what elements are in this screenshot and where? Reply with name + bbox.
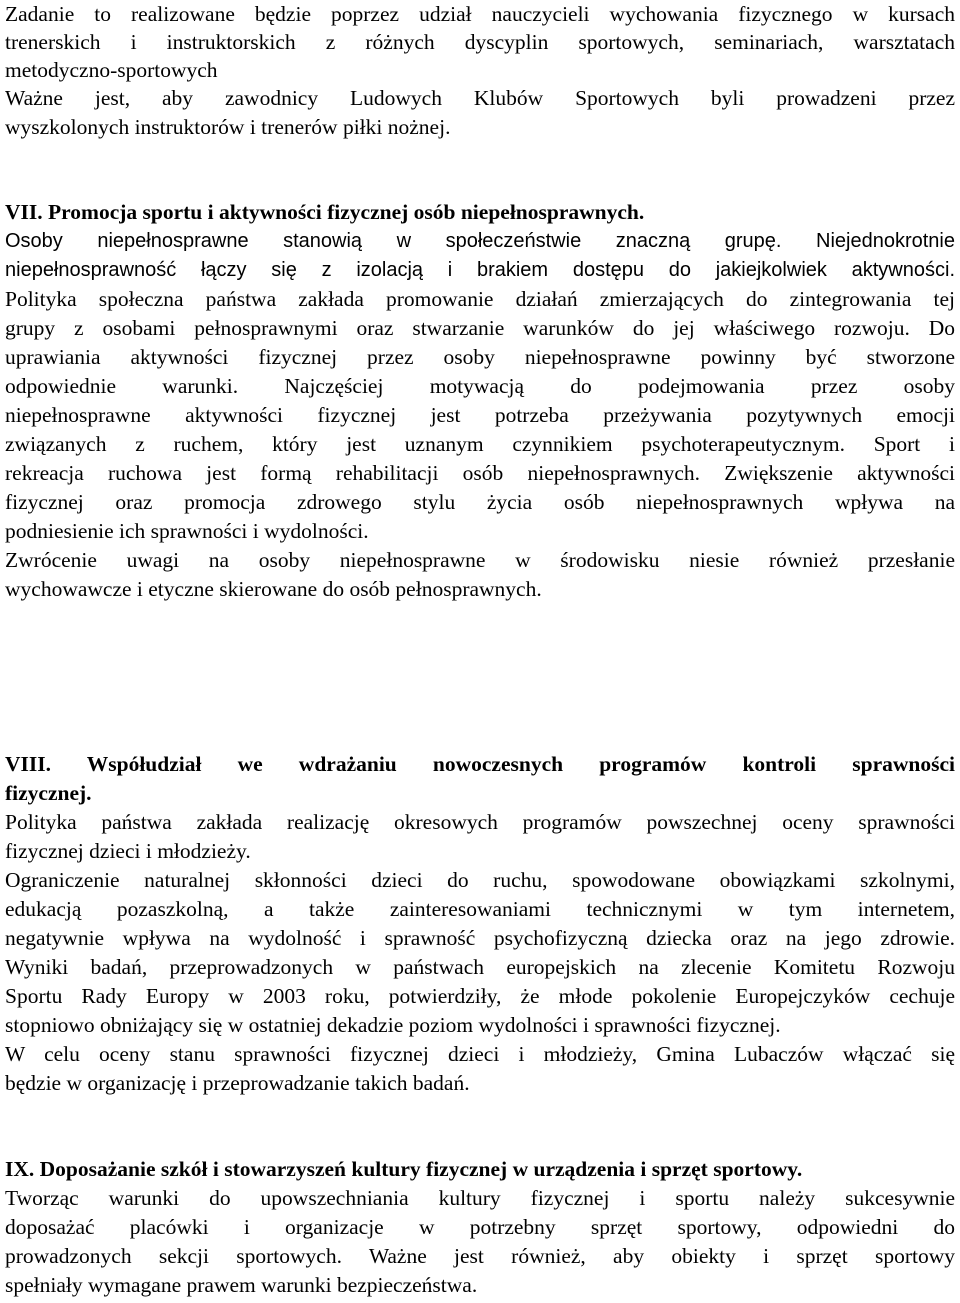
text-line: Wyniki badań, przeprowadzonych w państwach europejskich na zlecenie Komitetu Rozwoju [5, 955, 955, 979]
text-line: niepełnosprawność łączy się z izolacją i brakiem dostępu do jakiejkolwiek aktywności. [5, 259, 955, 281]
text-line: fizycznej dzieci i młodzieży. [5, 839, 251, 863]
text-line: trenerskich i instruktorskich z różnych dyscyplin sportowych, seminariach, warsztatach [5, 30, 955, 54]
text-line: związanych z ruchem, który jest uznanym czynnikiem psychoterapeutycznym. Sport i [5, 432, 955, 456]
text-line: spełniały wymagane prawem warunki bezpieczeństwa. [5, 1273, 478, 1297]
text-line: Tworząc warunki do upowszechniania kultury fizycznej i sportu należy sukcesywnie [5, 1186, 955, 1210]
text-line: Zadanie to realizowane będzie poprzez udział nauczycieli wychowania fizycznego w kursach [5, 2, 955, 26]
text-line: prowadzonych sekcji sportowych. Ważne jest również, aby obiekty i sprzęt sportowy [5, 1244, 955, 1268]
text-line: niepełnosprawne aktywności fizycznej jest potrzeba przeżywania pozytywnych emocji [5, 403, 955, 427]
text-line: Ważne jest, aby zawodnicy Ludowych Klubów Sportowych byli prowadzeni przez [5, 86, 955, 110]
text-line: Polityka państwa zakłada realizację okresowych programów powszechnej oceny sprawności [5, 810, 955, 834]
text-line: Ograniczenie naturalnej skłonności dzieci do ruchu, spowodowane obowiązkami szkolnymi, [5, 868, 955, 892]
text-line: podniesienie ich sprawności i wydolności. [5, 519, 369, 543]
text-line: Sportu Rady Europy w 2003 roku, potwierdziły, że młode pokolenie Europejczyków cechuje [5, 984, 955, 1008]
section-heading-viii-cont: fizycznej. [5, 781, 92, 805]
text-line: Osoby niepełnosprawne stanowią w społeczeństwie znaczną grupę. Niejednokrotnie [5, 230, 955, 252]
text-line: będzie w organizację i przeprowadzanie takich badań. [5, 1071, 470, 1095]
text-line: Zwrócenie uwagi na osoby niepełnosprawne w środowisku niesie również przesłanie [5, 548, 955, 572]
text-line: odpowiednie warunki. Najczęściej motywacją do podejmowania przez osoby [5, 374, 955, 398]
text-line: grupy z osobami pełnosprawnymi oraz stwarzanie warunków do jej właściwego rozwoju. Do [5, 316, 955, 340]
text-line: wyszkolonych instruktorów i trenerów piłki nożnej. [5, 115, 451, 139]
text-line: rekreacja ruchowa jest formą rehabilitacji osób niepełnosprawnych. Zwiększenie aktywności [5, 461, 955, 485]
text-line: stopniowo obniżający się w ostatniej dekadzie poziom wydolności i sprawności fizycznej. [5, 1013, 781, 1037]
text-line: wychowawcze i etyczne skierowane do osób pełnosprawnych. [5, 577, 542, 601]
text-line: doposażać placówki i organizacje w potrzebny sprzęt sportowy, odpowiedni do [5, 1215, 955, 1239]
section-heading-vii: VII. Promocja sportu i aktywności fizycznej osób niepełnosprawnych. [5, 200, 645, 224]
section-heading-viii: VIII. Współudział we wdrażaniu nowoczesnych programów kontroli sprawności [5, 752, 955, 776]
text-line: fizycznej oraz promocja zdrowego stylu życia osób niepełnosprawnych wpływa na [5, 490, 955, 514]
text-line: uprawiania aktywności fizycznej przez osoby niepełnosprawne powinny być stworzone [5, 345, 955, 369]
section-heading-ix: IX. Doposażanie szkół i stowarzyszeń kultury fizycznej w urządzenia i sprzęt sportowy. [5, 1157, 803, 1181]
text-line: Polityka społeczna państwa zakłada promowanie działań zmierzających do zintegrowania tej [5, 287, 955, 311]
text-line: metodyczno-sportowych [5, 58, 218, 82]
text-line: edukacją pozaszkolną, a także zainteresowaniami technicznymi w tym internetem, [5, 897, 955, 921]
text-line: negatywnie wpływa na wydolność i sprawność psychofizyczną dziecka oraz na jego zdrowie. [5, 926, 955, 950]
text-line: W celu oceny stanu sprawności fizycznej dzieci i młodzieży, Gmina Lubaczów włączać się [5, 1042, 955, 1066]
